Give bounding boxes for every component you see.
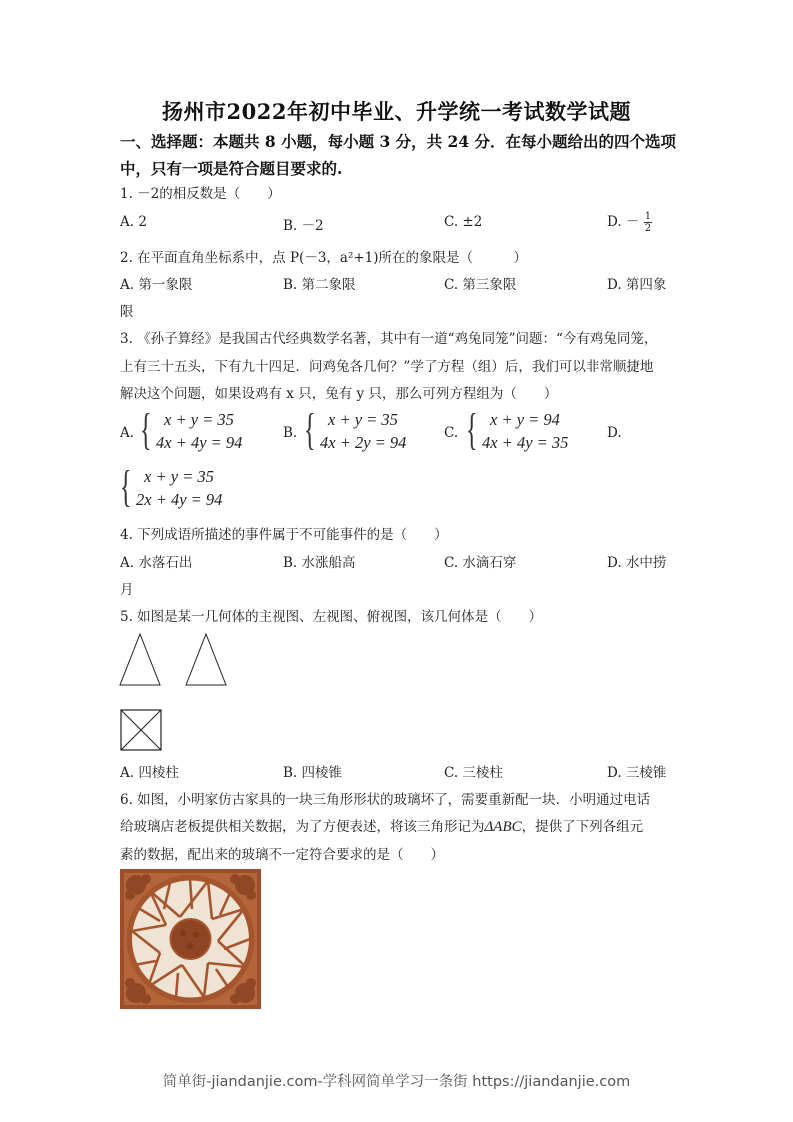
q5-option-d: D. 三棱锥 <box>607 765 667 781</box>
brace-icon: { <box>140 405 152 454</box>
q4-option-d-wrap: 月 <box>120 582 134 598</box>
question-4-stem: 4. 下列成语所描述的事件属于不可能事件的是（ ） <box>120 527 448 543</box>
q4-option-b: B. 水涨船高 <box>283 555 356 571</box>
triangle-name: ΔABC <box>484 819 522 835</box>
q1-option-d <box>607 210 652 234</box>
question-3-stem-line3: 解决这个问题，如果设鸡有 x 只，兔有 y 只，那么可列方程组为（ ） <box>120 386 558 402</box>
question-1-stem: 1. －2的相反数是（ ） <box>120 186 281 202</box>
q5-option-a: A. 四棱柱 <box>120 765 179 781</box>
question-6-stem-line2 <box>120 815 643 836</box>
equation-1: x + y = 35 <box>164 410 234 429</box>
section-header-line1: 一、选择题：本题共 8 小题，每小题 3 分，共 24 分．在每小题给出的四个选项 <box>120 132 677 151</box>
question-3-stem-line1: 3. 《孙子算经》是我国古代经典数学名著，其中有一道“鸡兔同笼”问题：“今有鸡兔同笼， <box>120 331 658 347</box>
equation-1: x + y = 35 <box>144 467 214 486</box>
q5-option-b: B. 四棱锥 <box>283 765 343 781</box>
q4-option-d: D. 水中捞 <box>607 555 667 571</box>
q1-option-c: C. ±2 <box>444 214 483 230</box>
q1-option-b: B. －2 <box>283 218 324 234</box>
q5-option-c: C. 三棱柱 <box>444 765 503 781</box>
q1-option-d-label: D. － <box>607 214 640 230</box>
q2-option-d: D. 第四象 <box>607 277 667 293</box>
q3-option-a-label: A. <box>120 425 135 441</box>
q4-option-c: C. 水滴石穿 <box>444 555 517 571</box>
q3-option-c-label: C. <box>444 425 459 441</box>
fraction-numerator: 1 <box>644 211 652 222</box>
antique-lattice-window-image <box>120 869 261 1009</box>
q2-option-a: A. 第一象限 <box>120 277 193 293</box>
equation-1: x + y = 94 <box>490 410 560 429</box>
question-5-stem: 5. 如图是某一几何体的主视图、左视图、俯视图，该几何体是（ ） <box>120 609 543 625</box>
question-6-stem-line3: 素的数据，配出来的玻璃不一定符合要求的是（ ） <box>120 847 444 863</box>
footer-watermark: 简单街-jiandanjie.com-学科网简单学习一条街 https://jiandanjie.com <box>162 1074 631 1090</box>
equation-2: 4x + 4y = 35 <box>482 433 569 452</box>
question-2-stem: 2. 在平面直角坐标系中，点 P(－3，a²+1)所在的象限是（ ） <box>120 250 528 266</box>
q4-option-a: A. 水落石出 <box>120 555 193 571</box>
equation-1: x + y = 35 <box>328 410 398 429</box>
fraction-denominator: 2 <box>644 223 652 234</box>
question-6-stem-line1: 6. 如图，小明家仿古家具的一块三角形形状的玻璃坏了，需要重新配一块．小明通过电话 <box>120 792 651 808</box>
top-view-square-icon <box>121 710 161 750</box>
stem-text-tail: ，提供了下列各组元 <box>521 819 644 835</box>
q5-three-views-figure <box>118 630 238 760</box>
equation-2: 4x + 4y = 94 <box>156 433 243 452</box>
brace-icon: { <box>120 462 132 511</box>
section-header-line2: 中，只有一项是符合题目要求的. <box>120 159 343 178</box>
left-view-triangle <box>186 634 226 685</box>
fraction <box>644 211 652 234</box>
q1-option-a: A. 2 <box>120 214 147 230</box>
q2-option-b: B. 第二象限 <box>283 277 356 293</box>
q2-option-c: C. 第三象限 <box>444 277 517 293</box>
equation-2: 2x + 4y = 94 <box>136 490 223 509</box>
q3-option-b-label: B. <box>283 425 298 441</box>
main-view-triangle <box>120 634 160 685</box>
brace-icon: { <box>466 405 478 454</box>
q2-option-d-wrap: 限 <box>120 304 134 320</box>
equation-2: 4x + 2y = 94 <box>320 433 407 452</box>
stem-text: 给玻璃店老板提供相关数据，为了方便表述，将该三角形记为 <box>120 819 485 835</box>
exam-title: 扬州市2022年初中毕业、升学统一考试数学试题 <box>162 99 631 124</box>
q3-option-d-label: D. <box>607 425 622 441</box>
question-3-stem-line2: 上有三十五头，下有九十四足．问鸡兔各几何？”学了方程（组）后，我们可以非常顺捷地 <box>120 359 654 375</box>
brace-icon: { <box>304 405 316 454</box>
